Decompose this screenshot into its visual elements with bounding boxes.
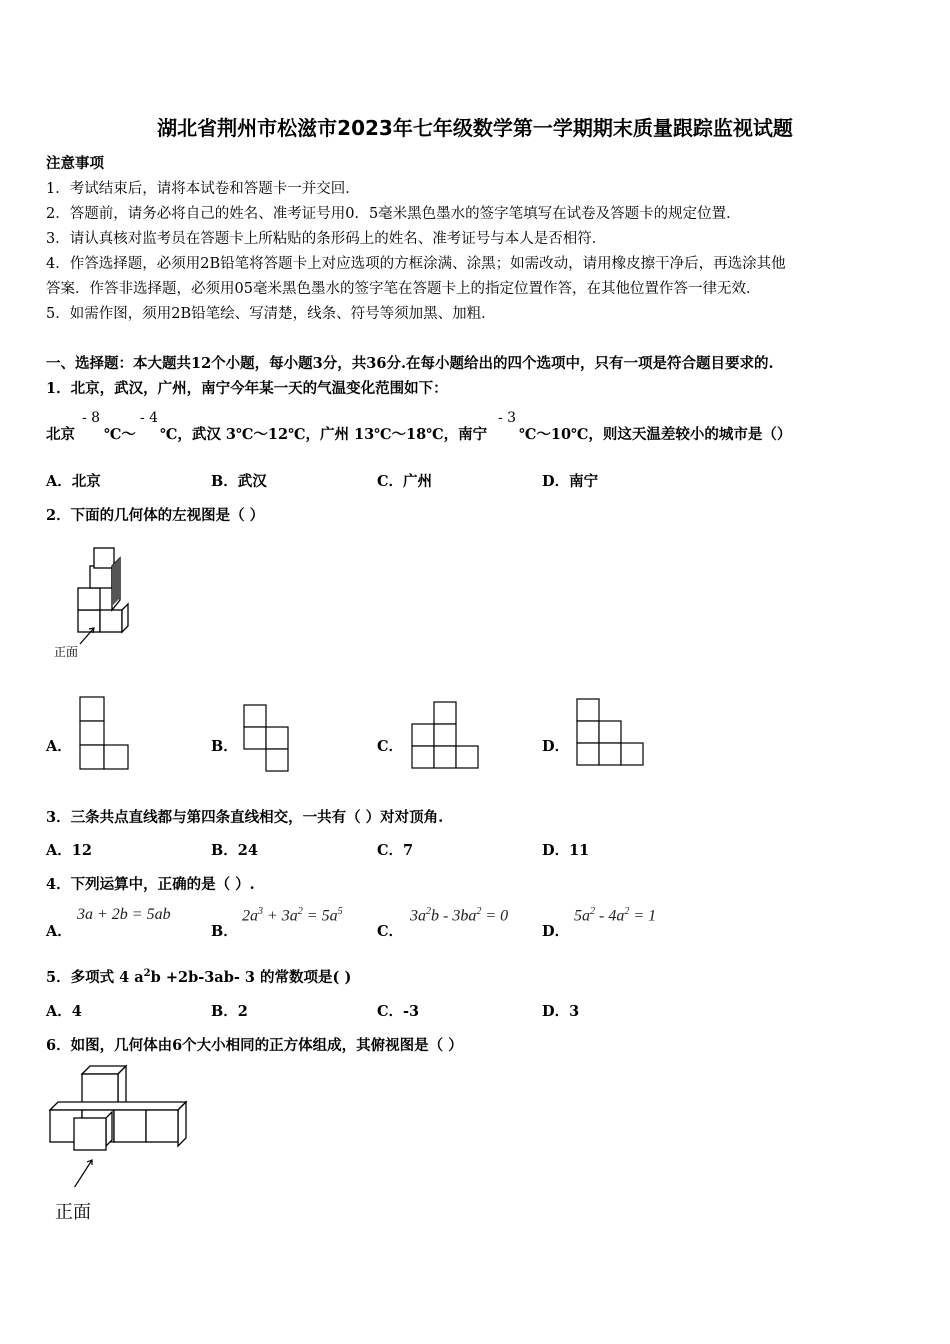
q1-option-a: A．北京 [46, 473, 101, 490]
notice-item: 3．请认真核对监考员在答题卡上所粘贴的条形码上的姓名、准考证号与本人是否相符． [46, 231, 607, 247]
q5-option-c: C．-3 [377, 1003, 420, 1020]
notice-heading: 注意事项 [46, 155, 104, 172]
q2-option-b-figure [242, 703, 290, 773]
q6-stem: 6．如图，几何体由6个大小相同的正方体组成，其俯视图是（ ） [46, 1037, 463, 1054]
q6-front-label: 正面 [55, 1202, 91, 1223]
q1-text-d: ℃～10℃，则这天温差较小的城市是（） [519, 426, 792, 443]
q2-option-b-letter: B． [211, 738, 238, 755]
section-heading: 一、选择题：本大题共12个小题，每小题3分，共36分.在每小题给出的四个选项中，只有一项是符合题目要求的. [46, 355, 774, 372]
notice-item: 4．作答选择题，必须用2B铅笔将答题卡上对应选项的方框涂满、涂黑；如需改动，请用橡皮擦干净后，再选涂其他 [46, 256, 786, 272]
notice-item: 2．答题前，请务必将自己的姓名、准考证号用0．5毫米黑色墨水的签字笔填写在试卷及答题卡的规定位置． [46, 206, 741, 222]
q4-option-d-letter: D． [542, 923, 570, 940]
q1-stem: 1．北京，武汉，广州，南宁今年某一天的气温变化范围如下： [46, 380, 448, 397]
q4-option-c-expr: $3a^2b - 3ba^2 = 0$ [410, 906, 509, 925]
q1-option-d: D．南宁 [542, 473, 599, 490]
q4-option-b-letter: B． [211, 923, 238, 940]
q2-option-a-letter: A． [46, 738, 72, 755]
q2-option-a-figure [78, 695, 130, 771]
q1-option-b: B．武汉 [211, 473, 267, 490]
q3-option-b: B．24 [211, 842, 258, 859]
q5-option-a: A．4 [46, 1003, 82, 1020]
q5-stem: 5．多项式 4 $a^2b +2b-3ab-$ 3 的常数项是( ) [46, 968, 352, 986]
q1-sup1: - 8 [82, 410, 101, 426]
q2-option-c-figure [410, 700, 480, 770]
notice-item: 答案．作答非选择题，必须用05毫米黑色墨水的签字笔在答题卡上的指定位置作答，在其他位置作答一律无效． [46, 281, 761, 297]
q1-text-c: ℃，武汉 3℃～12℃，广州 13℃～18℃，南宁 [160, 426, 488, 443]
q1-option-c: C．广州 [377, 473, 433, 490]
q2-option-d-figure [575, 697, 647, 769]
q2-stem: 2．下面的几何体的左视图是（ ） [46, 507, 265, 524]
q3-option-a: A．12 [46, 842, 92, 859]
q2-solid-figure [50, 540, 140, 660]
q4-option-d-expr: $5a^2 - 4a^2 = 1$ [574, 906, 657, 925]
q3-stem: 3．三条共点直线都与第四条直线相交，一共有（ ）对对顶角. [46, 809, 444, 826]
q1-sup2: - 4 [140, 410, 159, 426]
q1-sup3: - 3 [498, 410, 517, 426]
q1-text-b: ℃～ [104, 426, 136, 443]
q2-option-c-letter: C． [377, 738, 404, 755]
q4-stem: 4．下列运算中，正确的是（ ）. [46, 876, 255, 893]
notice-item: 1．考试结束后，请将本试卷和答题卡一并交回． [46, 181, 360, 197]
q1-text-a: 北京 [46, 426, 75, 443]
q4-option-b-expr: $2a^3 + 3a^2 = 5a^5$ [242, 906, 343, 925]
q4-option-a-expr: 3a + 2b = 5ab [77, 906, 171, 923]
q4-option-c-letter: C． [377, 923, 404, 940]
q5-option-d: D．3 [542, 1003, 580, 1020]
q6-solid-figure [46, 1062, 192, 1187]
q4-option-a-letter: A． [46, 923, 72, 940]
q2-front-label: 正面 [54, 645, 79, 659]
page-title: 湖北省荆州市松滋市2023年七年级数学第一学期期末质量跟踪监视试题 [157, 116, 793, 140]
q3-option-c: C．7 [377, 842, 414, 859]
q5-option-b: B．2 [211, 1003, 248, 1020]
notice-item: 5．如需作图，须用2B铅笔绘、写清楚，线条、符号等须加黑、加粗． [46, 306, 496, 322]
q2-option-d-letter: D． [542, 738, 570, 755]
q3-option-d: D．11 [542, 842, 590, 859]
